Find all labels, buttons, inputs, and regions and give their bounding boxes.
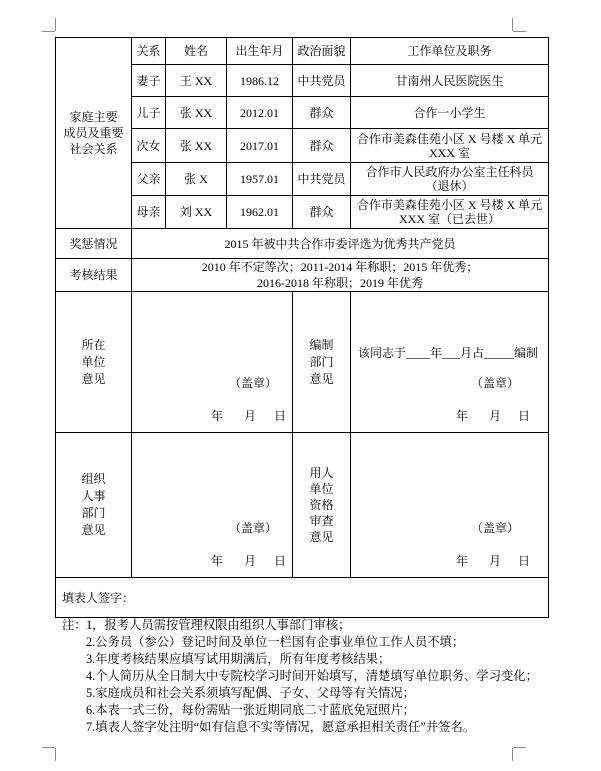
staffing-opinion-date-month: 月 [489,409,502,423]
unit-opinion-box [132,292,292,432]
unit-opinion-label-line: 意见 [81,371,106,386]
opinion-row-org-employer [56,433,549,578]
employer-review-content [351,433,549,578]
staffing-opinion-date-year: 年 [456,409,469,423]
crop-mark-bottom-right [512,748,513,761]
member-political-status: 中共党员 [293,65,351,97]
header-birth-date: 出生年月 [227,38,293,65]
header-name: 姓名 [166,38,227,65]
crop-mark-bottom-left [55,748,56,761]
unit-opinion-label-line: 所在 [81,337,106,352]
employer-review-date-month: 月 [489,554,502,568]
header-work-unit: 工作单位及职务 [351,38,549,65]
member-relation: 父亲 [132,163,166,196]
opinion-row-unit-staffing [56,292,549,433]
family-section-label-line: 社会关系 [69,142,118,156]
employer-review-date-day: 日 [518,554,531,568]
member-work-unit-line: XXX 室 [429,145,470,160]
staffing-opinion-label [293,292,351,433]
org-opinion-date-month: 月 [244,554,257,568]
staffing-opinion-box [351,292,548,432]
member-birth-date: 1986.12 [227,65,293,97]
staffing-opinion-date-day: 日 [518,409,531,423]
member-work-unit-line: 甘南州人民医院医生 [395,73,504,88]
note-item: 6.本表一式三份，每份需贴一张近期同底二寸蓝底免冠照片； [86,703,415,717]
crop-mark-top-left [42,31,55,32]
unit-opinion-label [56,292,132,433]
member-name: 刘 XX [166,196,227,229]
unit-opinion-date-month: 月 [244,409,257,423]
note-item: 5.家庭成员和社会关系须填写配偶、子女、父母等有关情况； [86,686,415,700]
employer-review-label-line: 审查 [309,514,334,528]
employer-review-label [293,433,351,578]
member-political-status: 中共党员 [293,163,351,196]
member-relation: 母亲 [132,196,166,229]
registration-form-table [55,37,549,618]
member-work-unit [351,129,549,163]
crop-mark-top-left [55,18,56,31]
note-item: 4.个人简历从全日制大中专院校学习时间开始填写，清楚填写单位职务、学习变化； [86,669,538,683]
family-section-label [56,38,132,229]
member-work-unit [351,65,549,97]
member-birth-date: 2017.01 [227,129,293,163]
header-political-status: 政治面貌 [293,38,351,65]
staffing-opinion-statement: 该同志于____年___月占_____编制 [358,346,539,360]
employer-review-date-year: 年 [456,554,469,568]
awards-row [56,229,549,259]
family-header-row [56,38,549,65]
employer-review-label-line: 意见 [309,530,334,544]
member-political-status: 群众 [293,196,351,229]
note-item: 2.公务员（参公）登记时间及单位一栏国有企事业单位工作人员不填； [86,635,465,649]
appraisal-line: 2010 年不定等次；2011-2014 年称职；2015 年优秀； [201,260,479,274]
unit-opinion-date-day: 日 [274,409,287,423]
org-opinion-label-line: 意见 [81,523,106,537]
unit-opinion-content [132,292,293,433]
member-work-unit-line: （退休） [425,179,474,193]
header-relation: 关系 [132,38,166,65]
org-opinion-label-line: 组织 [81,472,106,486]
member-birth-date: 1957.01 [227,163,293,196]
member-name: 王 XX [166,65,227,97]
notes-prefix: 注： [62,618,87,632]
member-political-status: 群众 [293,129,351,163]
staffing-opinion-stamp: （盖章） [471,376,520,390]
org-opinion-date-day: 日 [274,554,287,568]
staffing-opinion-label-line: 编制 [309,337,334,352]
org-opinion-label-text [56,471,131,539]
crop-mark-top-right [513,31,526,32]
appraisal-value [132,259,549,292]
note-item: 1，报考人员需按管理权限由组织人事部门审核； [86,618,351,632]
member-name: 张 X [166,163,227,196]
member-birth-date: 2012.01 [227,97,293,129]
notes-block [62,617,538,736]
employer-review-box [351,433,548,577]
unit-opinion-label-line: 单位 [81,354,106,369]
appraisal-row [56,259,549,292]
unit-opinion-label-text [56,337,131,388]
unit-opinion-date-year: 年 [211,409,224,423]
note-item: 7.填表人签字处注明“如有信息不实等情况，愿意承担相关责任”并签名。 [86,720,476,734]
crop-mark-top-right [512,18,513,31]
note-item: 3.年度考核结果应填写试用期满后，所有年度考核结果； [86,652,391,666]
member-relation: 儿子 [132,97,166,129]
staffing-opinion-label-line: 部门 [309,354,334,369]
member-political-status: 群众 [293,97,351,129]
appraisal-line: 2016-2018 年称职；2019 年优秀 [257,276,423,290]
employer-review-label-line: 资格 [309,498,334,512]
member-birth-date: 1962.01 [227,196,293,229]
org-opinion-label [56,433,132,578]
employer-review-label-line: 单位 [309,482,334,496]
member-name: 张 XX [166,129,227,163]
staffing-opinion-content [351,292,549,433]
member-name: 张 XX [166,97,227,129]
crop-mark-bottom-right [513,747,526,748]
employer-review-label-text [293,465,350,545]
member-work-unit-line: 合作一小学生 [413,105,486,120]
staffing-opinion-label-text [293,337,350,388]
org-opinion-box [132,433,292,577]
member-work-unit [351,163,549,196]
org-opinion-stamp: （盖章） [229,521,278,535]
family-section-label-line: 成员及重要 [63,126,124,140]
member-work-unit [351,196,549,229]
unit-opinion-stamp: （盖章） [229,376,278,390]
crop-mark-bottom-left [42,747,55,748]
signature-label: 填表人签字： [56,578,549,618]
family-section-label-text [56,109,131,157]
org-opinion-label-line: 人事 [81,489,106,503]
member-work-unit-line: 合作市美森佳苑小区 X 号楼 X 单元 [356,198,543,212]
org-opinion-label-line: 部门 [81,506,106,520]
employer-review-label-line: 用人 [309,466,334,480]
notes-list [86,617,538,736]
awards-value: 2015 年被中共合作市委评选为优秀共产党员 [132,229,549,259]
staffing-opinion-label-line: 意见 [309,371,334,386]
appraisal-label: 考核结果 [56,259,132,292]
member-relation: 妻子 [132,65,166,97]
employer-review-stamp: （盖章） [471,521,520,535]
org-opinion-content [132,433,293,578]
member-work-unit [351,97,549,129]
member-work-unit-line: 合作市美森佳苑小区 X 号楼 X 单元 [356,131,543,146]
member-work-unit-line: 合作市人民政府办公室主任科员 [365,165,534,179]
signature-row [56,578,549,618]
member-work-unit-line: XXX 室（已去世） [399,212,500,226]
awards-label: 奖惩情况 [56,229,132,259]
member-relation: 次女 [132,129,166,163]
family-section-label-line: 家庭主要 [69,110,118,124]
org-opinion-date-year: 年 [211,554,224,568]
